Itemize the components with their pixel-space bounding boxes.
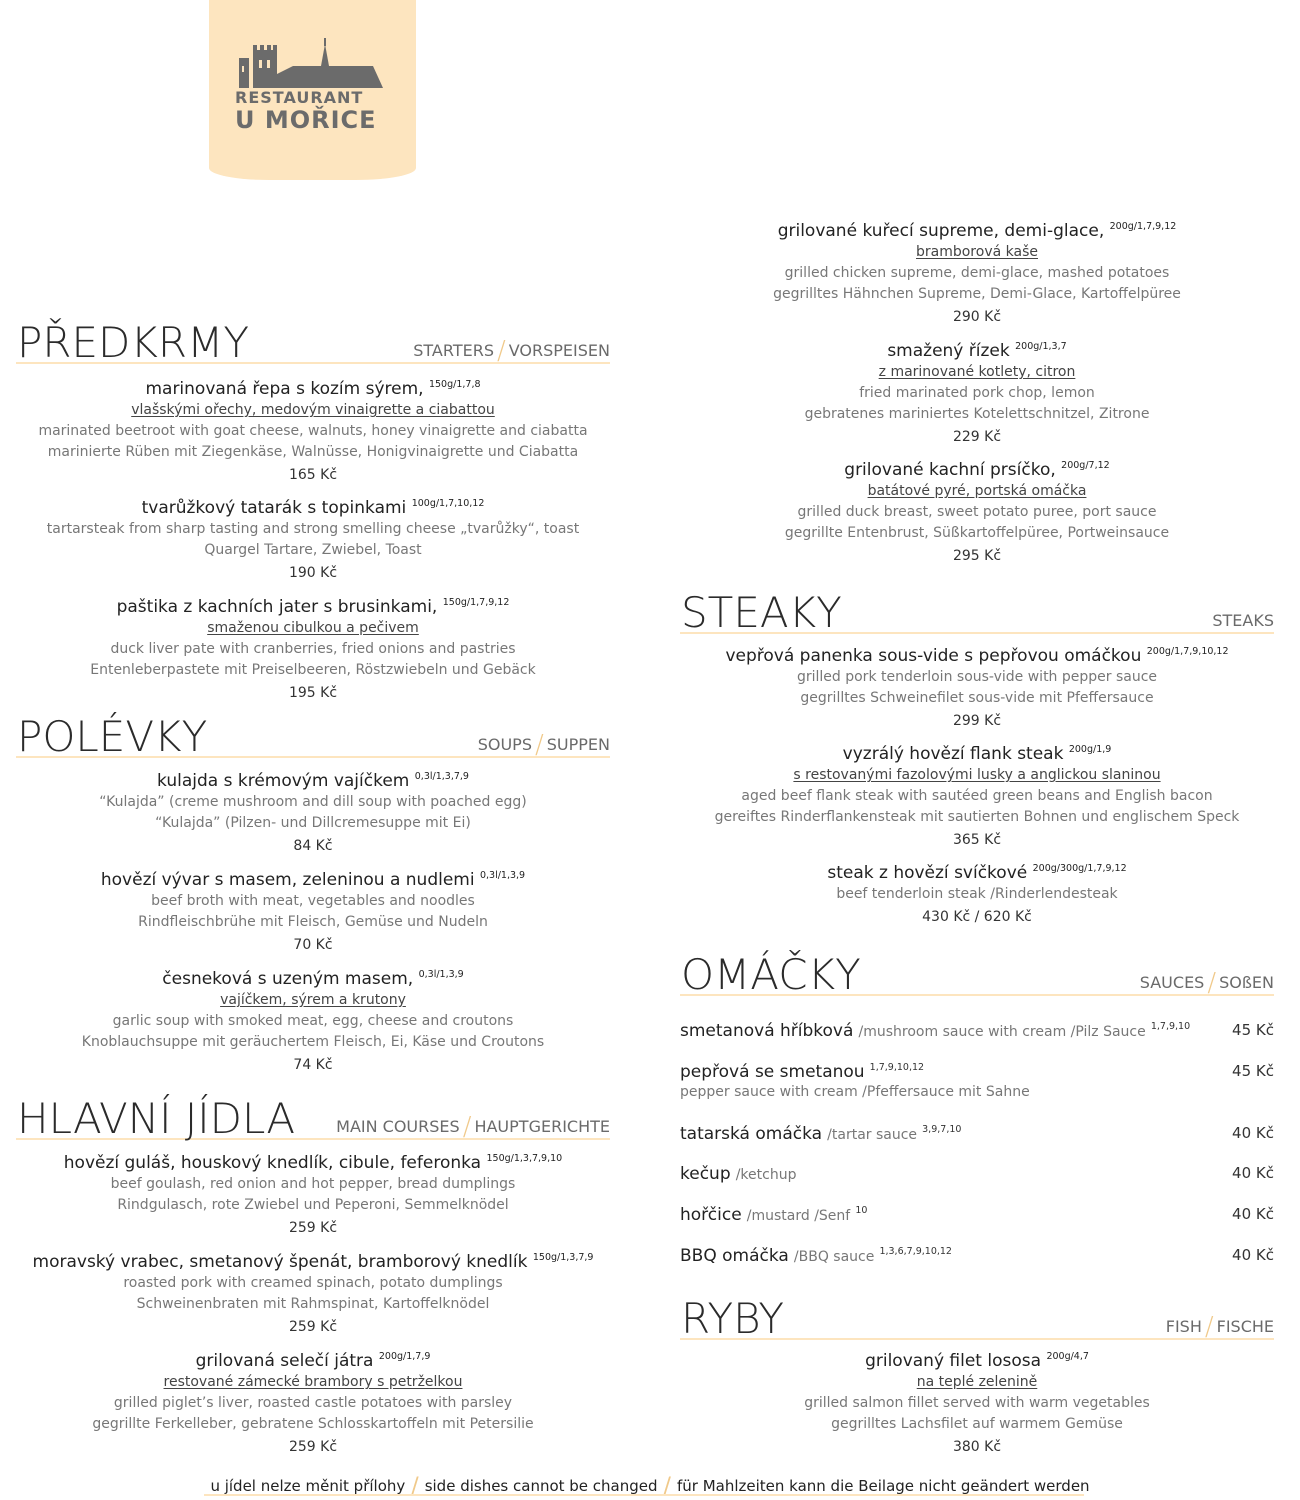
item-name: kulajda s krémovým vajíčkem (157, 771, 410, 791)
sauce-allergens: 10 (855, 1205, 868, 1216)
item-name: vyzrálý hovězí flank steak (842, 744, 1064, 764)
item-side: na teplé zelenině (916, 1374, 1038, 1390)
item-english: tartarsteak from sharp tasting and strong smelling cheese „tvarůžky“, toast (46, 521, 580, 537)
section-subtitle: SOUPS / SUPPEN (477, 729, 610, 760)
item-price: 295 Kč (952, 548, 1002, 564)
item-side: batátové pyré, portská omáčka (867, 483, 1087, 499)
item-german: “Kulajda” (Pilzen- und Dillcremesuppe mit Ei) (155, 815, 471, 831)
item-price: 290 Kč (952, 309, 1002, 325)
item-allergens: 150g/1,3,7,9 (532, 1252, 594, 1263)
item-english: duck liver pate with cranberries, fried onions and pastries (110, 641, 516, 657)
section-subtitle: STEAKS (1212, 610, 1274, 630)
section-header-polevky (16, 712, 610, 761)
section-title: OMÁČKY (681, 950, 861, 999)
item-name: vepřová panenka sous-vide s pepřovou omáčkou (725, 646, 1142, 666)
menu-item-gulas (16, 1152, 610, 1239)
sauce-item-tatarska (680, 1124, 1274, 1144)
item-name: grilované kuřecí supreme, demi-glace, (777, 221, 1105, 241)
sauce-name: hořčice (680, 1205, 742, 1225)
sauce-translation: /ketchup (735, 1167, 797, 1183)
item-name: česneková s uzeným masem, (162, 969, 414, 989)
menu-item-cesnekova (16, 968, 610, 1076)
section-header-steaky (680, 588, 1274, 637)
section-title: HLAVNÍ JÍDLA (17, 1094, 296, 1143)
sauce-price: 45 Kč (1232, 1021, 1274, 1039)
sauce-price: 40 Kč (1232, 1246, 1274, 1264)
item-name: steak z hovězí svíčkové (827, 863, 1028, 883)
item-allergens: 200g/1,7,9,12 (1109, 221, 1177, 232)
menu-item-panenka (680, 645, 1274, 732)
menu-item-tatarak (16, 497, 610, 584)
item-name: tvarůžkový tatarák s topinkami (141, 498, 407, 518)
item-name: marinovaná řepa s kozím sýrem, (145, 379, 424, 399)
sauce-item-kecup (680, 1164, 1274, 1184)
item-allergens: 0,3l/1,3,7,9 (414, 771, 469, 782)
menu-item-flank-steak (680, 743, 1274, 851)
item-side: s restovanými fazolovými lusky a anglickou slaninou (793, 767, 1161, 783)
item-english: fried marinated pork chop, lemon (859, 385, 1095, 401)
item-allergens: 200g/1,9 (1068, 744, 1112, 755)
item-name: grilované kachní prsíčko, (844, 460, 1056, 480)
item-name: moravský vrabec, smetanový špenát, bramborový knedlík (32, 1252, 528, 1272)
item-side: vajíčkem, sýrem a krutony (220, 992, 406, 1008)
sauce-name: BBQ omáčka (680, 1246, 789, 1266)
item-english: garlic soup with smoked meat, egg, cheese and croutons (112, 1013, 514, 1029)
item-allergens: 150g/1,7,8 (428, 379, 481, 390)
item-german: marinierte Rüben mit Ziegenkäse, Walnüsse, Honigvinaigrette und Ciabatta (47, 444, 579, 460)
item-allergens: 0,3l/1,3,9 (479, 870, 526, 881)
item-price: 299 Kč (952, 713, 1002, 729)
section-subtitle: MAIN COURSES / HAUPTGERICHTE (336, 1111, 610, 1142)
sauce-name: tatarská omáčka (680, 1124, 823, 1144)
item-side: bramborová kaše (916, 244, 1038, 260)
item-name: grilovaná selečí játra (195, 1351, 374, 1371)
sauce-name: pepřová se smetanou (680, 1062, 865, 1082)
restaurant-logo (209, 0, 416, 180)
item-side: restované zámecké brambory s petrželkou (163, 1374, 463, 1390)
section-title: PŘEDKRMY (17, 318, 250, 367)
sauce-name: smetanová hříbková (680, 1021, 854, 1041)
sauce-translation: /tartar sauce (827, 1127, 918, 1143)
item-price: 380 Kč (952, 1439, 1002, 1455)
item-price: 165 Kč (288, 467, 338, 483)
item-name: hovězí guláš, houskový knedlík, cibule, feferonka (63, 1153, 482, 1173)
item-name: hovězí vývar s masem, zeleninou a nudlemi (100, 870, 475, 890)
sauce-price: 40 Kč (1232, 1164, 1274, 1182)
sauce-allergens: 1,3,6,7,9,10,12 (879, 1246, 952, 1257)
sauce-item-bbq (680, 1246, 1274, 1266)
item-german: gegrilltes Lachsfilet auf warmem Gemüse (831, 1416, 1123, 1432)
sauce-translation: /mustard /Senf (746, 1208, 851, 1224)
sauce-price: 45 Kč (1232, 1062, 1274, 1080)
item-english: roasted pork with creamed spinach, potato dumplings (123, 1275, 503, 1291)
sauce-item-horcice (680, 1205, 1274, 1225)
sauce-allergens: 1,7,9,10 (1150, 1021, 1191, 1032)
sauce-price: 40 Kč (1232, 1124, 1274, 1142)
sauce-translation: pepper sauce with cream /Pfeffersauce mit Sahne (680, 1084, 1030, 1100)
item-side: smaženou cibulkou a pečivem (207, 620, 419, 636)
item-price: 259 Kč (288, 1439, 338, 1455)
menu-item-repa (16, 378, 610, 486)
section-title: RYBY (681, 1294, 785, 1343)
item-name: grilovaný filet lososa (865, 1351, 1042, 1371)
item-name: smažený řízek (887, 341, 1010, 361)
item-german: gegrilltes Hähnchen Supreme, Demi-Glace, Kartoffelpüree (773, 286, 1181, 302)
item-german: Quargel Tartare, Zwiebel, Toast (204, 542, 422, 558)
item-english: “Kulajda” (creme mushroom and dill soup with poached egg) (99, 794, 527, 810)
item-price: 430 Kč / 620 Kč (922, 909, 1032, 925)
sauce-translation: /mushroom sauce with cream /Pilz Sauce (858, 1024, 1146, 1040)
sauce-name: kečup (680, 1164, 731, 1184)
item-english: grilled duck breast, sweet potato puree, port sauce (797, 504, 1157, 520)
menu-item-jatra (16, 1350, 610, 1458)
item-german: gegrillte Ferkelleber, gebratene Schlosskartoffeln mit Petersilie (92, 1416, 534, 1432)
section-header-predkrmy (16, 318, 610, 367)
menu-item-vrabec (16, 1251, 610, 1338)
section-header-omacky (680, 950, 1274, 999)
section-subtitle: FISH / FISCHE (1165, 1311, 1274, 1342)
item-german: Schweinenbraten mit Rahmspinat, Kartoffelknödel (136, 1296, 490, 1312)
item-german: gereiftes Rinderflankensteak mit sautierten Bohnen und englischem Speck (714, 809, 1240, 825)
sauce-translation: /BBQ sauce (793, 1249, 875, 1265)
section-header-ryby (680, 1294, 1274, 1343)
section-title: POLÉVKY (17, 712, 208, 761)
item-price: 70 Kč (293, 937, 333, 953)
sauce-allergens: 3,9,7,10 (922, 1124, 962, 1135)
menu-item-chicken-supreme (680, 220, 1274, 328)
item-german: gebratenes mariniertes Kotelettschnitzel, Zitrone (804, 406, 1150, 422)
footer-note-german: für Mahlzeiten kann die Beilage nicht geändert werden (676, 1477, 1090, 1495)
item-price: 229 Kč (952, 429, 1002, 445)
item-allergens: 200g/300g/1,7,9,12 (1032, 863, 1127, 874)
item-allergens: 200g/7,12 (1061, 460, 1110, 471)
footer-divider (204, 1494, 1084, 1496)
sauce-price: 40 Kč (1232, 1205, 1274, 1223)
item-price: 84 Kč (293, 838, 333, 854)
logo-line-restaurant: RESTAURANT (235, 88, 364, 107)
menu-item-losos (680, 1350, 1274, 1458)
footer-note: u jídel nelze měnit přílohy / side dishes cannot be changed / für Mahlzeiten kann die Beilage nicht geändert werden (210, 1474, 1090, 1499)
item-english: grilled pork tenderloin sous-vide with pepper sauce (796, 669, 1158, 685)
section-subtitle: STARTERS / VORSPEISEN (413, 335, 610, 366)
item-english: marinated beetroot with goat cheese, walnuts, honey vinaigrette and ciabatta (38, 423, 588, 439)
item-allergens: 200g/1,7,9,10,12 (1146, 646, 1229, 657)
item-german: gegrillte Entenbrust, Süßkartoffelpüree, Portweinsauce (784, 525, 1170, 541)
item-side: vlašskými ořechy, medovým vinaigrette a ciabattou (131, 402, 495, 418)
item-german: Entenleberpastete mit Preiselbeeren, Röstzwiebeln und Gebäck (90, 662, 536, 678)
item-side: z marinované kotlety, citron (878, 364, 1076, 380)
section-title: STEAKY (681, 588, 842, 637)
item-english: grilled salmon fillet served with warm vegetables (804, 1395, 1150, 1411)
logo-line-name: U MOŘICE (235, 106, 377, 134)
item-german: Rindfleischbrühe mit Fleisch, Gemüse und Nudeln (138, 914, 488, 930)
item-english: beef broth with meat, vegetables and noodles (151, 893, 475, 909)
sauce-item-peprova (680, 1062, 1274, 1103)
menu-item-svickova-steak (680, 862, 1274, 928)
sauce-item-hribkova (680, 1021, 1274, 1041)
item-allergens: 200g/1,3,7 (1015, 341, 1067, 352)
item-german: Rindgulasch, rote Zwiebel und Peperoni, Semmelknödel (117, 1197, 509, 1213)
item-allergens: 150g/1,3,7,9,10 (486, 1153, 563, 1164)
footer-note-czech: u jídel nelze měnit přílohy (210, 1477, 406, 1495)
item-price: 74 Kč (293, 1057, 333, 1073)
item-english: beef goulash, red onion and hot pepper, bread dumplings (110, 1176, 516, 1192)
item-english: grilled piglet’s liver, roasted castle potatoes with parsley (113, 1395, 513, 1411)
sauce-allergens: 1,7,9,10,12 (869, 1062, 925, 1073)
section-header-hlavni (16, 1094, 610, 1143)
menu-item-rizek (680, 340, 1274, 448)
item-allergens: 200g/4,7 (1046, 1351, 1089, 1362)
item-allergens: 100g/1,7,10,12 (411, 498, 485, 509)
item-price: 190 Kč (288, 565, 338, 581)
footer-note-english: side dishes cannot be changed (424, 1477, 658, 1495)
item-german: gegrilltes Schweinefilet sous-vide mit Pfeffersauce (800, 690, 1154, 706)
item-allergens: 200g/1,7,9 (378, 1351, 431, 1362)
item-english: grilled chicken supreme, demi-glace, mashed potatoes (784, 265, 1170, 281)
item-english: aged beef flank steak with sautéed green beans and English bacon (741, 788, 1213, 804)
menu-item-kulajda (16, 770, 610, 857)
menu-item-vyvar (16, 869, 610, 956)
menu-item-pastika (16, 596, 610, 704)
item-price: 365 Kč (952, 832, 1002, 848)
item-allergens: 150g/1,7,9,12 (442, 597, 510, 608)
item-price: 259 Kč (288, 1220, 338, 1236)
item-price: 195 Kč (288, 685, 338, 701)
item-name: paštika z kachních jater s brusinkami, (116, 597, 438, 617)
item-german: Knoblauchsuppe mit geräuchertem Fleisch, Ei, Käse und Croutons (81, 1034, 545, 1050)
section-subtitle: SAUCES / SOßEN (1139, 967, 1274, 998)
item-english: beef tenderloin steak /Rinderlendesteak (836, 886, 1118, 902)
menu-item-duck-breast (680, 459, 1274, 567)
item-price: 259 Kč (288, 1319, 338, 1335)
item-allergens: 0,3l/1,3,9 (418, 969, 464, 980)
